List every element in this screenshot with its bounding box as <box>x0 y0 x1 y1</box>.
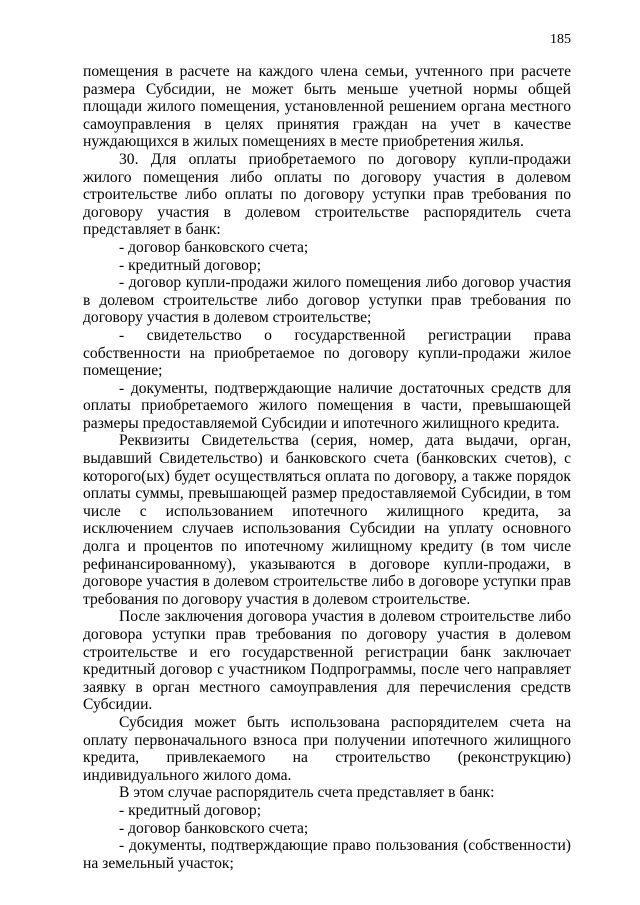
page-number: 185 <box>550 32 571 47</box>
list-item: - договор банковского счета; <box>119 238 309 256</box>
list-item: - документы, подтверждающие право пользования (собственности) на земельный участок; <box>83 837 571 872</box>
paragraph: Субсидия может быть использована распорядителем счета на оплату первоначального взноса при получении ипотечного жилищного кредита, привлекаемого на строительство (реконструкцию) индивидуального жилого дома. <box>83 713 571 784</box>
list-item: - документы, подтверждающие наличие достаточных средств для оплаты приобретаемого жилого помещения в части, превышающей размеры предоставляемой Субсидии и ипотечного жилищного кредита. <box>83 379 571 432</box>
list-item: - свидетельство о государственной регистрации права собственности на приобретаемое по договору купли-продажи жилое помещение; <box>83 326 571 380</box>
paragraph: После заключения договора участия в долевом строительстве либо договора уступки прав требования по договору участия в долевом строительстве и его государственной регистрации банк заключает кредитный договор с участником Подпрограммы, после чего направляет заявку в орган местного самоуправления для перечисления средств Субсидии. <box>83 608 571 714</box>
paragraph: Реквизиты Свидетельства (серия, номер, дата выдачи, орган, выдавший Свидетельство) и банковского счета (банковских счетов), с которого(ых) будет осуществляться оплата по договору, а также порядок оплаты суммы, превышающей размер предоставляемой Субсидии, в том числе с использованием ипотечного жилищного кредита, за исключением случаев использования Субсидии на уплату основного долга и процентов по ипотечному жилищному кредиту (в том числе рефинансированному), указываются в договоре купли-продажи, в договоре участия в долевом строительстве либо в договоре уступки прав требования по договору участия в долевом строительстве. <box>83 432 571 608</box>
paragraph: 30. Для оплаты приобретаемого по договору купли-продажи жилого помещения либо оплаты по договору участия в долевом строительстве либо оплаты по договору уступки прав требования по договору участия в долевом строительстве распорядитель счета представляет в банк: <box>83 150 571 239</box>
list-item: - кредитный договор; <box>119 801 262 819</box>
list-item: - договор банковского счета; <box>119 819 309 837</box>
document-body <box>83 63 571 872</box>
list-item: - кредитный договор; <box>119 256 262 274</box>
list-item: - договор купли-продажи жилого помещения либо договор участия в долевом строительстве либо договор уступки прав требования по договору участия в долевом строительстве; <box>83 274 571 327</box>
paragraph: В этом случае распорядитель счета представляет в банк: <box>119 784 495 802</box>
paragraph: помещения в расчете на каждого члена семьи, учтенного при расчете размера Субсидии, не может быть меньше учетной нормы общей площади жилого помещения, установленной решением органа местного самоуправления в целях принятия граждан на учет в качестве нуждающихся в жилых помещениях в месте приобретения жилья. <box>83 63 571 151</box>
